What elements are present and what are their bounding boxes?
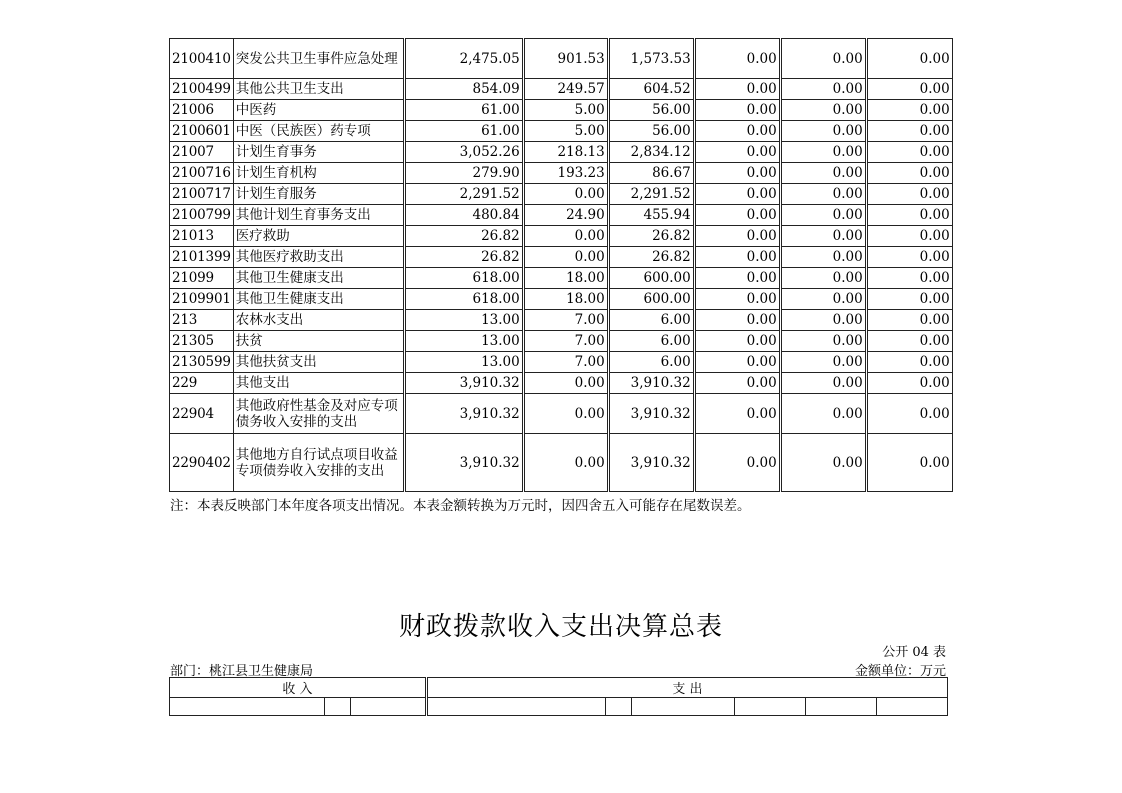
project-expenditure-cell: 455.94 [608,205,694,226]
header-cell [632,698,735,716]
value-cell: 0.00 [866,352,952,373]
subject-name-cell: 其他医疗救助支出 [233,247,404,268]
project-expenditure-cell: 56.00 [608,100,694,121]
table-row [170,100,953,121]
total-cell: 279.90 [404,163,523,184]
value-cell: 0.00 [866,373,952,394]
header-cell [170,698,325,716]
total-cell: 13.00 [404,331,523,352]
basic-expenditure-cell: 0.00 [523,226,608,247]
expense-header: 支 出 [427,678,948,698]
subject-code-cell: 22904 [170,394,234,434]
value-cell: 0.00 [694,121,780,142]
project-expenditure-cell: 6.00 [608,310,694,331]
value-cell: 0.00 [866,100,952,121]
subject-name-cell: 中医药 [233,100,404,121]
total-cell: 480.84 [404,205,523,226]
subject-code-cell: 2100717 [170,184,234,205]
value-cell: 0.00 [866,79,952,100]
subject-code-cell: 2101399 [170,247,234,268]
table-row [170,434,953,492]
value-cell: 0.00 [694,331,780,352]
value-cell: 0.00 [694,394,780,434]
project-expenditure-cell: 1,573.53 [608,39,694,79]
basic-expenditure-cell: 7.00 [523,310,608,331]
subject-code-cell: 2100716 [170,163,234,184]
value-cell: 0.00 [780,247,866,268]
department-label: 部门：桃江县卫生健康局 [170,664,314,679]
project-expenditure-cell: 600.00 [608,289,694,310]
total-cell: 61.00 [404,100,523,121]
basic-expenditure-cell: 7.00 [523,352,608,373]
basic-expenditure-cell: 0.00 [523,184,608,205]
header-cell [877,698,948,716]
expenditure-detail-table [169,38,953,492]
basic-expenditure-cell: 0.00 [523,373,608,394]
basic-expenditure-cell: 218.13 [523,142,608,163]
value-cell: 0.00 [866,247,952,268]
table-row [170,79,953,100]
total-cell: 618.00 [404,268,523,289]
subject-name-cell: 农林水支出 [233,310,404,331]
total-cell: 2,475.05 [404,39,523,79]
table-row [170,394,953,434]
header-cell [606,698,632,716]
subject-code-cell: 21099 [170,268,234,289]
subject-code-cell: 2100601 [170,121,234,142]
value-cell: 0.00 [780,331,866,352]
header-cell [427,698,606,716]
subject-name-cell: 其他政府性基金及对应专项债务收入安排的支出 [233,394,404,434]
basic-expenditure-cell: 193.23 [523,163,608,184]
value-cell: 0.00 [694,205,780,226]
table-subheader-row [170,698,948,716]
value-cell: 0.00 [866,289,952,310]
value-cell: 0.00 [780,289,866,310]
subject-name-cell: 计划生育服务 [233,184,404,205]
total-cell: 13.00 [404,310,523,331]
value-cell: 0.00 [866,434,952,492]
subject-code-cell: 2100799 [170,205,234,226]
value-cell: 0.00 [780,100,866,121]
value-cell: 0.00 [866,226,952,247]
total-cell: 13.00 [404,352,523,373]
project-expenditure-cell: 600.00 [608,268,694,289]
table-row [170,205,953,226]
value-cell: 0.00 [866,205,952,226]
basic-expenditure-cell: 5.00 [523,100,608,121]
basic-expenditure-cell: 5.00 [523,121,608,142]
value-cell: 0.00 [694,268,780,289]
value-cell: 0.00 [694,39,780,79]
total-cell: 3,910.32 [404,434,523,492]
project-expenditure-cell: 2,834.12 [608,142,694,163]
value-cell: 0.00 [866,310,952,331]
amount-unit-label: 金额单位：万元 [854,664,946,679]
table-row [170,142,953,163]
value-cell: 0.00 [780,268,866,289]
subject-code-cell: 21305 [170,331,234,352]
total-cell: 2,291.52 [404,184,523,205]
value-cell: 0.00 [866,142,952,163]
project-expenditure-cell: 26.82 [608,247,694,268]
basic-expenditure-cell: 0.00 [523,247,608,268]
table-row [170,226,953,247]
table-note: 注：本表反映部门本年度各项支出情况。本表金额转换为万元时，因四舍五入可能存在尾数误差。 [170,498,751,514]
table-row [170,289,953,310]
project-expenditure-cell: 6.00 [608,352,694,373]
value-cell: 0.00 [780,184,866,205]
value-cell: 0.00 [780,121,866,142]
header-cell [806,698,877,716]
value-cell: 0.00 [866,163,952,184]
table-header-row [170,678,948,698]
project-expenditure-cell: 604.52 [608,79,694,100]
value-cell: 0.00 [694,100,780,121]
basic-expenditure-cell: 18.00 [523,268,608,289]
value-cell: 0.00 [694,352,780,373]
value-cell: 0.00 [866,268,952,289]
subject-name-cell: 扶贫 [233,331,404,352]
value-cell: 0.00 [694,226,780,247]
value-cell: 0.00 [866,121,952,142]
total-cell: 618.00 [404,289,523,310]
subject-name-cell: 其他地方自行试点项目收益专项债券收入安排的支出 [233,434,404,492]
subject-code-cell: 21007 [170,142,234,163]
value-cell: 0.00 [866,331,952,352]
value-cell: 0.00 [866,184,952,205]
subject-name-cell: 计划生育机构 [233,163,404,184]
project-expenditure-cell: 26.82 [608,226,694,247]
value-cell: 0.00 [694,289,780,310]
subject-code-cell: 21013 [170,226,234,247]
basic-expenditure-cell: 7.00 [523,331,608,352]
subject-name-cell: 其他卫生健康支出 [233,268,404,289]
value-cell: 0.00 [694,163,780,184]
table-row [170,310,953,331]
value-cell: 0.00 [780,205,866,226]
table-row [170,121,953,142]
subject-name-cell: 其他公共卫生支出 [233,79,404,100]
table-row [170,39,953,79]
value-cell: 0.00 [780,310,866,331]
total-cell: 3,910.32 [404,394,523,434]
value-cell: 0.00 [694,434,780,492]
subject-code-cell: 213 [170,310,234,331]
subject-code-cell: 2130599 [170,352,234,373]
total-cell: 61.00 [404,121,523,142]
value-cell: 0.00 [780,79,866,100]
project-expenditure-cell: 3,910.32 [608,373,694,394]
project-expenditure-cell: 3,910.32 [608,434,694,492]
table-row [170,247,953,268]
project-expenditure-cell: 2,291.52 [608,184,694,205]
basic-expenditure-cell: 0.00 [523,394,608,434]
header-cell [325,698,351,716]
subject-code-cell: 21006 [170,100,234,121]
subject-name-cell: 突发公共卫生事件应急处理 [233,39,404,79]
table-row [170,352,953,373]
project-expenditure-cell: 86.67 [608,163,694,184]
subject-code-cell: 2290402 [170,434,234,492]
value-cell: 0.00 [780,434,866,492]
subject-name-cell: 其他计划生育事务支出 [233,205,404,226]
subject-name-cell: 中医（民族医）药专项 [233,121,404,142]
value-cell: 0.00 [780,39,866,79]
basic-expenditure-cell: 24.90 [523,205,608,226]
subject-name-cell: 其他卫生健康支出 [233,289,404,310]
table-row [170,163,953,184]
value-cell: 0.00 [694,373,780,394]
table-row [170,268,953,289]
subject-name-cell: 其他支出 [233,373,404,394]
form-number: 公开 04 表 [882,645,946,660]
subject-code-cell: 2100499 [170,79,234,100]
value-cell: 0.00 [780,394,866,434]
table-row [170,373,953,394]
value-cell: 0.00 [694,247,780,268]
project-expenditure-cell: 56.00 [608,121,694,142]
subject-code-cell: 2109901 [170,289,234,310]
total-cell: 854.09 [404,79,523,100]
basic-expenditure-cell: 901.53 [523,39,608,79]
project-expenditure-cell: 3,910.32 [608,394,694,434]
value-cell: 0.00 [694,142,780,163]
value-cell: 0.00 [694,310,780,331]
total-cell: 26.82 [404,247,523,268]
value-cell: 0.00 [780,163,866,184]
subject-code-cell: 2100410 [170,39,234,79]
value-cell: 0.00 [780,226,866,247]
basic-expenditure-cell: 0.00 [523,434,608,492]
subject-name-cell: 医疗救助 [233,226,404,247]
basic-expenditure-cell: 18.00 [523,289,608,310]
value-cell: 0.00 [694,79,780,100]
table-row [170,331,953,352]
total-cell: 3,052.26 [404,142,523,163]
total-cell: 3,910.32 [404,373,523,394]
income-header: 收 入 [170,678,427,698]
subject-code-cell: 229 [170,373,234,394]
table-title: 财政拨款收入支出决算总表 [398,612,723,642]
subject-name-cell: 其他扶贫支出 [233,352,404,373]
value-cell: 0.00 [866,394,952,434]
total-cell: 26.82 [404,226,523,247]
header-cell [351,698,427,716]
basic-expenditure-cell: 249.57 [523,79,608,100]
fiscal-summary-table [169,677,948,716]
table-row [170,184,953,205]
subject-name-cell: 计划生育事务 [233,142,404,163]
value-cell: 0.00 [780,352,866,373]
header-cell [735,698,806,716]
project-expenditure-cell: 6.00 [608,331,694,352]
value-cell: 0.00 [780,373,866,394]
value-cell: 0.00 [866,39,952,79]
value-cell: 0.00 [780,142,866,163]
value-cell: 0.00 [694,184,780,205]
